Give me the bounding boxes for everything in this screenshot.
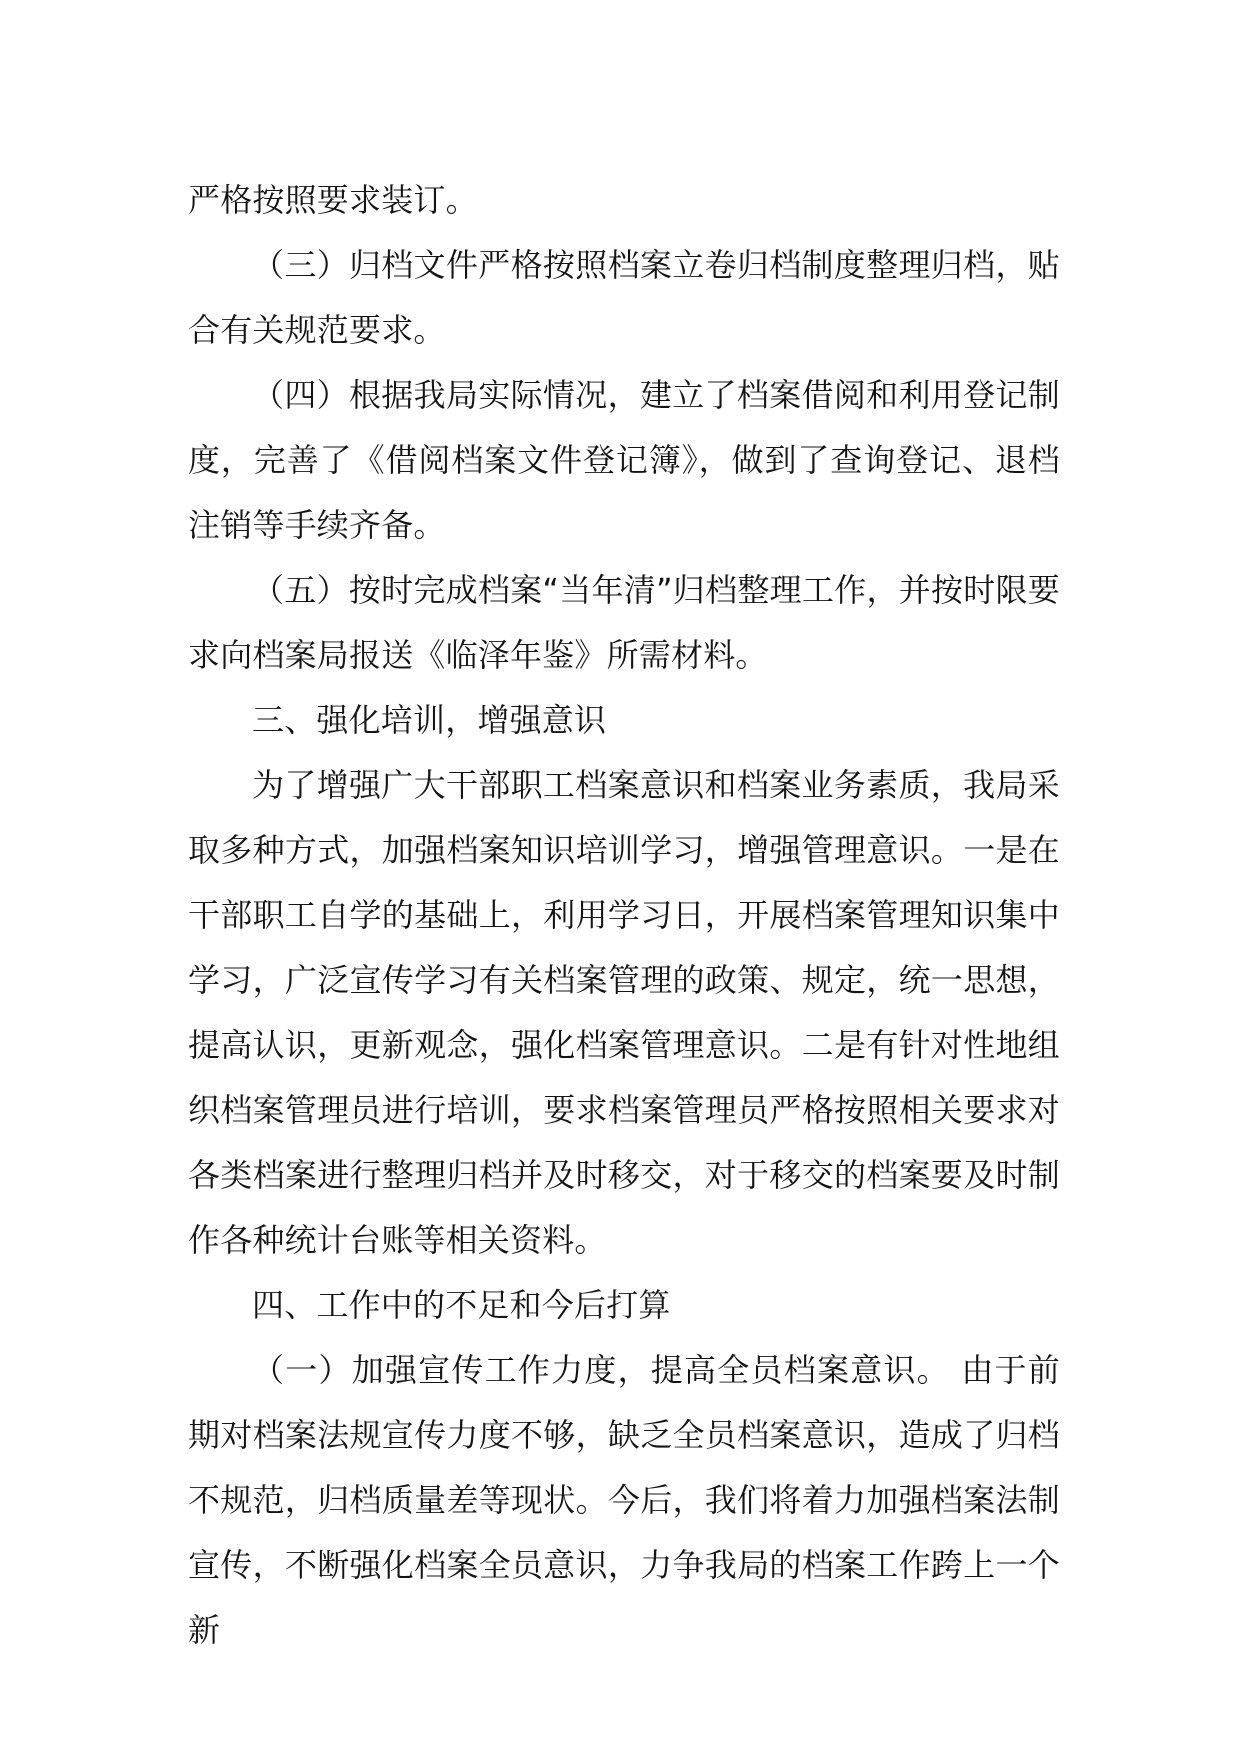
paragraph-item-4: （四）根据我局实际情况，建立了档案借阅和利用登记制度，完善了《借阅档案文件登记簿》，做到了查询登记、退档注销等手续齐备。 xyxy=(188,376,1060,544)
document-page xyxy=(188,168,1060,1663)
paragraph-training: 为了增强广大干部职工档案意识和档案业务素质，我局采取多种方式，加强档案知识培训学习，增强管理意识。一是在干部职工自学的基础上，利用学习日，开展档案管理知识集中学习，广泛宣传学习有关档案管理的政策、规定，统一思想，提高认识，更新观念，强化档案管理意识。二是有针对性地组织档案管理员进行培训，要求档案管理员严格按照相关要求对各类档案进行整理归档并及时移交，对于移交的档案要及时制作各种统计台账等相关资料。 xyxy=(188,766,1060,1259)
paragraph-item-3: （三）归档文件严格按照档案立卷归档制度整理归档，贴合有关规范要求。 xyxy=(188,246,1060,349)
section-heading-4: 四、工作中的不足和今后打算 xyxy=(252,1286,671,1324)
section-heading-3: 三、强化培训，增强意识 xyxy=(252,701,607,739)
paragraph-continuation: 严格按照要求装订。 xyxy=(188,181,478,219)
paragraph-item-5: （五）按时完成档案“当年清”归档整理工作，并按时限要求向档案局报送《临泽年鉴》所需材料。 xyxy=(188,571,1060,674)
paragraph-improvement-1: （一）加强宣传工作力度，提高全员档案意识。 由于前期对档案法规宣传力度不够，缺乏全员档案意识，造成了归档不规范，归档质量差等现状。今后，我们将着力加强档案法制宣传，不断强化档案全员意识，力争我局的档案工作跨上一个新 xyxy=(188,1351,1060,1649)
